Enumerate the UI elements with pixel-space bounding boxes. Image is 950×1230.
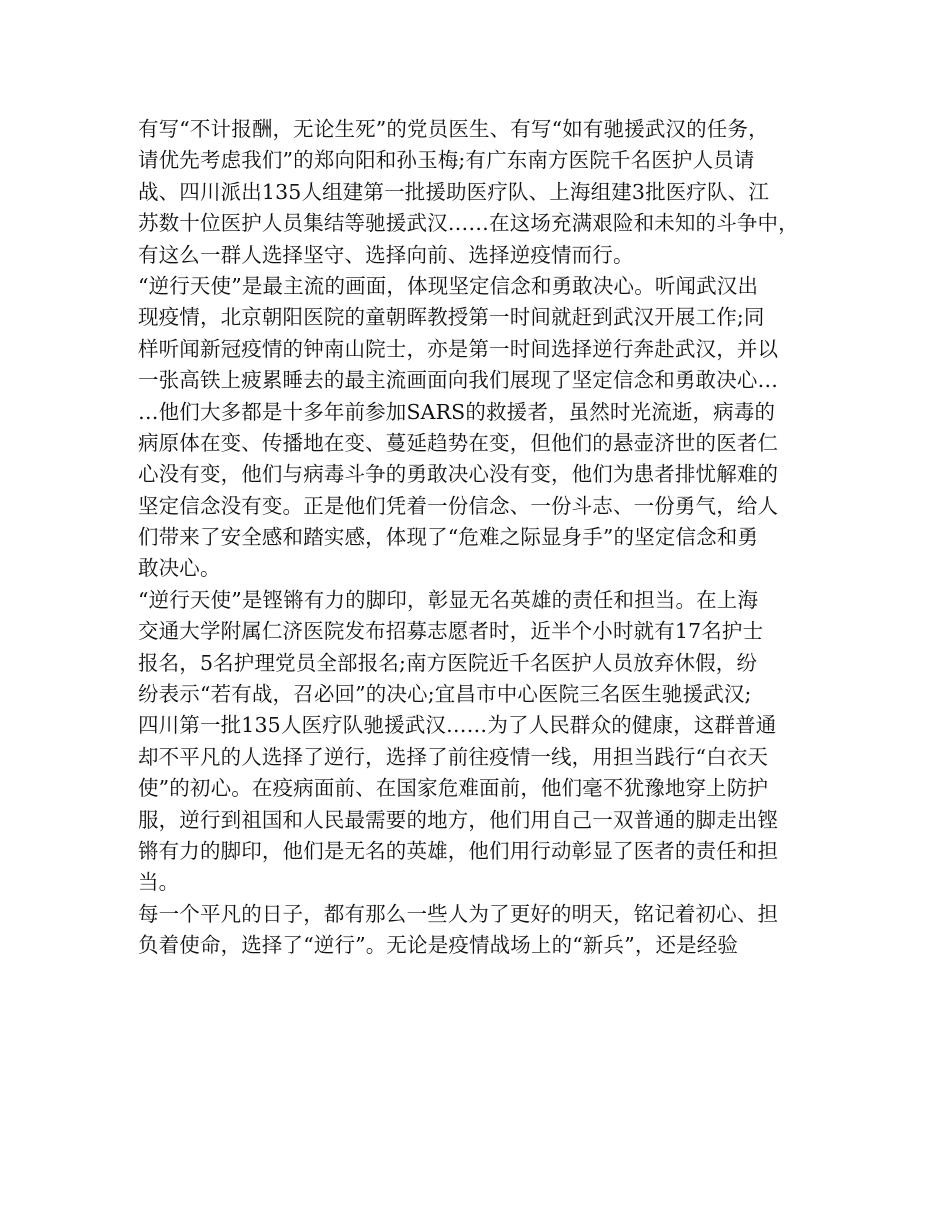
text-line: 负着使命，选择了“逆行”。无论是疫情战场上的“新兵”，还是经验 (138, 933, 739, 958)
text-line: 锵有力的脚印，他们是无名的英雄，他们用行动彰显了医者的责任和担 (138, 838, 779, 863)
text-line: 敢决心。 (138, 556, 221, 581)
text-line: 四川第一批135人医疗队驰援武汉……为了人民群众的健康，这群普通 (138, 713, 777, 738)
text-line: “逆行天使”是铿锵有力的脚印，彰显无名英雄的责任和担当。在上海 (138, 587, 759, 612)
text-line: 纷表示“若有战，召必回”的决心;宜昌市中心医院三名医生驰援武汉; (138, 682, 752, 707)
text-line: 交通大学附属仁济医院发布招募志愿者时，近半个小时就有17名护士 (138, 619, 764, 644)
document-body (138, 114, 828, 962)
text-line: 请优先考虑我们”的郑向阳和孙玉梅;有广东南方医院千名医护人员请 (138, 148, 755, 173)
text-line: 每一个平凡的日子，都有那么一些人为了更好的明天，铭记着初心、担 (138, 901, 779, 926)
text-line: 苏数十位医护人员集结等驰援武汉……在这场充满艰险和未知的斗争中， (138, 211, 799, 236)
text-line: 却不平凡的人选择了逆行，选择了前往疫情一线，用担当践行“白衣天 (138, 744, 769, 769)
text-line: 现疫情，北京朝阳医院的童朝晖教授第一时间就赶到武汉开展工作;同 (138, 305, 765, 330)
text-line: 当。 (138, 870, 180, 895)
text-line: 战、四川派出135人组建第一批援助医疗队、上海组建3批医疗队、江 (138, 179, 769, 204)
text-line: 有写“不计报酬，无论生死”的党员医生、有写“如有驰援武汉的任务， (138, 117, 769, 141)
text-line: 有这么一群人选择坚守、选择向前、选择逆疫情而行。 (138, 242, 634, 267)
text-line: 使”的初心。在疫病面前、在国家危难面前，他们毫不犹豫地穿上防护 (138, 776, 769, 801)
text-line: 坚定信念没有变。正是他们凭着一份信念、一份斗志、一份勇气，给人 (138, 493, 779, 518)
text-line: 样听闻新冠疫情的钟南山院士，亦是第一时间选择逆行奔赴武汉，并以 (138, 336, 779, 361)
text-line: 病原体在变、传播地在变、蔓延趋势在变，但他们的悬壶济世的医者仁 (138, 430, 779, 455)
text-line: 一张高铁上疲累睡去的最主流画面向我们展现了坚定信念和勇敢决心… (138, 368, 779, 393)
text-line: 们带来了安全感和踏实感，体现了“危难之际显身手”的坚定信念和勇 (138, 525, 759, 550)
text-line: 心没有变，他们与病毒斗争的勇敢决心没有变，他们为患者排忧解难的 (138, 462, 779, 487)
text-line: “逆行天使”是最主流的画面，体现坚定信念和勇敢决心。听闻武汉出 (138, 273, 759, 298)
text-line: 服，逆行到祖国和人民最需要的地方，他们用自己一双普通的脚走出铿 (138, 807, 779, 832)
text-line: 报名，5名护理党员全部报名;南方医院近千名医护人员放弃休假，纷 (138, 650, 758, 675)
text-line: …他们大多都是十多年前参加SARS的救援者，虽然时光流逝，病毒的 (138, 399, 776, 424)
